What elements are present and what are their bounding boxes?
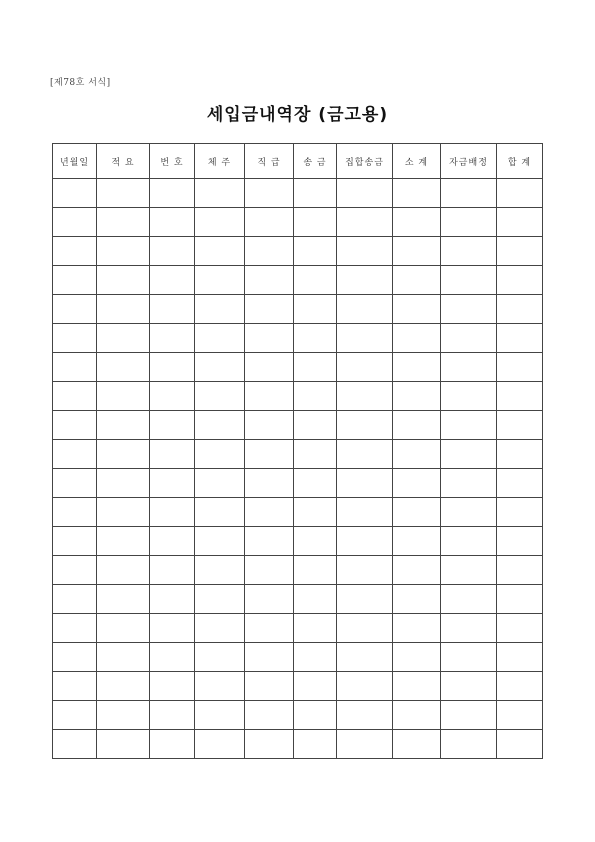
table-cell [497, 469, 543, 498]
table-cell [294, 353, 337, 382]
table-cell [195, 382, 245, 411]
table-row [53, 295, 543, 324]
table-cell [245, 672, 294, 701]
table-cell [497, 730, 543, 759]
table-cell [337, 672, 393, 701]
table-cell [150, 556, 195, 585]
table-cell [150, 672, 195, 701]
table-cell [150, 382, 195, 411]
table-cell [441, 527, 497, 556]
ledger-body [53, 179, 543, 759]
table-cell [150, 411, 195, 440]
table-cell [441, 295, 497, 324]
table-cell [53, 527, 97, 556]
page-title: 세입금내역장 (금고용) [206, 105, 389, 125]
table-cell [97, 527, 150, 556]
table-cell [393, 440, 441, 469]
table-cell [53, 614, 97, 643]
table-cell [294, 179, 337, 208]
table-cell [195, 440, 245, 469]
table-cell [441, 266, 497, 295]
column-header-payer: 체 주 [195, 144, 245, 179]
table-cell [294, 411, 337, 440]
table-row [53, 382, 543, 411]
table-cell [393, 556, 441, 585]
table-cell [294, 237, 337, 266]
table-cell [53, 440, 97, 469]
column-header-number: 번 호 [150, 144, 195, 179]
column-header-subtotal: 소 계 [393, 144, 441, 179]
table-cell [150, 179, 195, 208]
column-header-total: 합 계 [497, 144, 543, 179]
table-cell [97, 208, 150, 237]
table-cell [195, 730, 245, 759]
table-cell [150, 730, 195, 759]
table-cell [97, 440, 150, 469]
table-cell [441, 411, 497, 440]
column-header-collective-remittance: 집합송금 [337, 144, 393, 179]
table-cell [245, 237, 294, 266]
table-cell [441, 701, 497, 730]
table-cell [53, 411, 97, 440]
table-cell [97, 469, 150, 498]
table-cell [393, 585, 441, 614]
table-cell [245, 585, 294, 614]
table-cell [393, 730, 441, 759]
table-cell [337, 527, 393, 556]
table-cell [150, 527, 195, 556]
table-cell [337, 208, 393, 237]
table-cell [245, 469, 294, 498]
table-cell [393, 614, 441, 643]
table-cell [245, 411, 294, 440]
table-cell [497, 527, 543, 556]
form-number: [제78호 서식] [50, 78, 111, 88]
table-cell [294, 585, 337, 614]
table-cell [393, 498, 441, 527]
table-cell [53, 179, 97, 208]
table-cell [150, 498, 195, 527]
table-cell [53, 556, 97, 585]
table-cell [97, 266, 150, 295]
table-cell [195, 266, 245, 295]
table-cell [97, 179, 150, 208]
table-cell [97, 556, 150, 585]
table-cell [337, 469, 393, 498]
table-cell [337, 324, 393, 353]
table-cell [441, 382, 497, 411]
table-cell [441, 498, 497, 527]
table-cell [441, 643, 497, 672]
table-cell [53, 353, 97, 382]
table-cell [393, 324, 441, 353]
table-cell [245, 179, 294, 208]
table-cell [441, 556, 497, 585]
table-cell [497, 208, 543, 237]
table-cell [150, 643, 195, 672]
table-cell [245, 208, 294, 237]
table-cell [294, 643, 337, 672]
table-cell [497, 324, 543, 353]
table-cell [53, 643, 97, 672]
table-cell [53, 266, 97, 295]
table-cell [195, 295, 245, 324]
table-cell [497, 585, 543, 614]
table-cell [195, 469, 245, 498]
table-cell [97, 498, 150, 527]
table-cell [294, 295, 337, 324]
table-cell [497, 440, 543, 469]
table-row [53, 237, 543, 266]
table-cell [245, 527, 294, 556]
table-cell [337, 585, 393, 614]
table-cell [441, 440, 497, 469]
ledger-table [52, 143, 543, 759]
table-cell [245, 440, 294, 469]
table-cell [245, 701, 294, 730]
table-cell [497, 179, 543, 208]
table-row [53, 556, 543, 585]
table-cell [497, 295, 543, 324]
table-cell [53, 585, 97, 614]
table-cell [497, 411, 543, 440]
table-cell [393, 179, 441, 208]
table-cell [150, 295, 195, 324]
table-cell [195, 498, 245, 527]
table-cell [337, 411, 393, 440]
table-cell [245, 730, 294, 759]
table-cell [393, 266, 441, 295]
table-cell [195, 527, 245, 556]
table-cell [150, 440, 195, 469]
table-cell [294, 672, 337, 701]
table-cell [393, 643, 441, 672]
table-cell [53, 730, 97, 759]
table-cell [195, 208, 245, 237]
table-cell [294, 208, 337, 237]
table-cell [150, 585, 195, 614]
table-cell [294, 730, 337, 759]
table-cell [195, 643, 245, 672]
table-cell [53, 324, 97, 353]
table-cell [97, 382, 150, 411]
table-cell [337, 266, 393, 295]
table-cell [393, 382, 441, 411]
table-cell [497, 614, 543, 643]
table-cell [393, 295, 441, 324]
table-cell [294, 440, 337, 469]
table-cell [497, 701, 543, 730]
table-row [53, 672, 543, 701]
table-cell [337, 556, 393, 585]
table-cell [441, 730, 497, 759]
table-cell [337, 353, 393, 382]
table-cell [195, 411, 245, 440]
table-row [53, 527, 543, 556]
table-cell [441, 614, 497, 643]
table-cell [441, 585, 497, 614]
table-cell [441, 179, 497, 208]
table-row [53, 411, 543, 440]
table-cell [393, 469, 441, 498]
table-cell [245, 643, 294, 672]
table-cell [195, 353, 245, 382]
table-cell [441, 208, 497, 237]
table-cell [393, 527, 441, 556]
table-cell [337, 701, 393, 730]
table-cell [97, 353, 150, 382]
table-cell [393, 208, 441, 237]
table-cell [195, 556, 245, 585]
column-header-date: 년월일 [53, 144, 97, 179]
table-cell [245, 353, 294, 382]
table-row [53, 324, 543, 353]
table-cell [97, 614, 150, 643]
table-cell [150, 469, 195, 498]
table-cell [294, 382, 337, 411]
table-cell [195, 585, 245, 614]
column-header-remittance: 송 금 [294, 144, 337, 179]
table-cell [150, 266, 195, 295]
table-cell [441, 353, 497, 382]
table-cell [53, 382, 97, 411]
table-cell [53, 701, 97, 730]
table-row [53, 585, 543, 614]
table-cell [294, 614, 337, 643]
table-cell [245, 266, 294, 295]
table-cell [294, 556, 337, 585]
table-cell [97, 585, 150, 614]
table-cell [97, 237, 150, 266]
table-row [53, 498, 543, 527]
table-cell [53, 498, 97, 527]
table-cell [97, 411, 150, 440]
table-row [53, 179, 543, 208]
table-cell [97, 730, 150, 759]
table-cell [441, 672, 497, 701]
table-cell [393, 411, 441, 440]
table-cell [245, 614, 294, 643]
table-row [53, 266, 543, 295]
table-cell [337, 440, 393, 469]
table-cell [53, 672, 97, 701]
table-cell [337, 295, 393, 324]
table-cell [337, 382, 393, 411]
table-cell [294, 527, 337, 556]
table-cell [245, 382, 294, 411]
table-row [53, 730, 543, 759]
table-cell [441, 324, 497, 353]
table-cell [294, 324, 337, 353]
table-cell [150, 701, 195, 730]
table-cell [245, 556, 294, 585]
table-cell [337, 614, 393, 643]
table-cell [441, 469, 497, 498]
table-row [53, 353, 543, 382]
table-cell [337, 730, 393, 759]
table-cell [497, 266, 543, 295]
table-cell [245, 498, 294, 527]
table-cell [97, 701, 150, 730]
table-cell [393, 701, 441, 730]
table-cell [294, 498, 337, 527]
table-cell [497, 498, 543, 527]
table-cell [195, 237, 245, 266]
table-cell [497, 382, 543, 411]
header-row [53, 144, 543, 179]
table-cell [245, 324, 294, 353]
table-cell [195, 324, 245, 353]
table-cell [150, 614, 195, 643]
table-cell [53, 295, 97, 324]
table-cell [497, 672, 543, 701]
table-cell [150, 353, 195, 382]
table-row [53, 469, 543, 498]
table-cell [195, 701, 245, 730]
column-header-fund-allocation: 자금배정 [441, 144, 497, 179]
table-cell [245, 295, 294, 324]
table-row [53, 440, 543, 469]
table-cell [497, 556, 543, 585]
table-cell [53, 469, 97, 498]
table-cell [150, 237, 195, 266]
column-header-description: 적 요 [97, 144, 150, 179]
table-cell [337, 237, 393, 266]
column-header-direct: 직 급 [245, 144, 294, 179]
table-cell [97, 643, 150, 672]
table-cell [195, 672, 245, 701]
table-cell [393, 353, 441, 382]
table-cell [393, 672, 441, 701]
table-cell [337, 498, 393, 527]
table-cell [441, 237, 497, 266]
table-cell [497, 237, 543, 266]
table-cell [337, 179, 393, 208]
table-cell [497, 353, 543, 382]
table-row [53, 614, 543, 643]
table-cell [294, 469, 337, 498]
table-cell [294, 701, 337, 730]
table-cell [97, 324, 150, 353]
table-cell [497, 643, 543, 672]
table-cell [97, 672, 150, 701]
table-row [53, 643, 543, 672]
table-cell [150, 208, 195, 237]
table-cell [294, 266, 337, 295]
table-cell [393, 237, 441, 266]
table-row [53, 701, 543, 730]
table-cell [53, 237, 97, 266]
table-cell [195, 179, 245, 208]
table-cell [53, 208, 97, 237]
table-row [53, 208, 543, 237]
table-cell [97, 295, 150, 324]
table-cell [195, 614, 245, 643]
table-cell [150, 324, 195, 353]
table-cell [337, 643, 393, 672]
